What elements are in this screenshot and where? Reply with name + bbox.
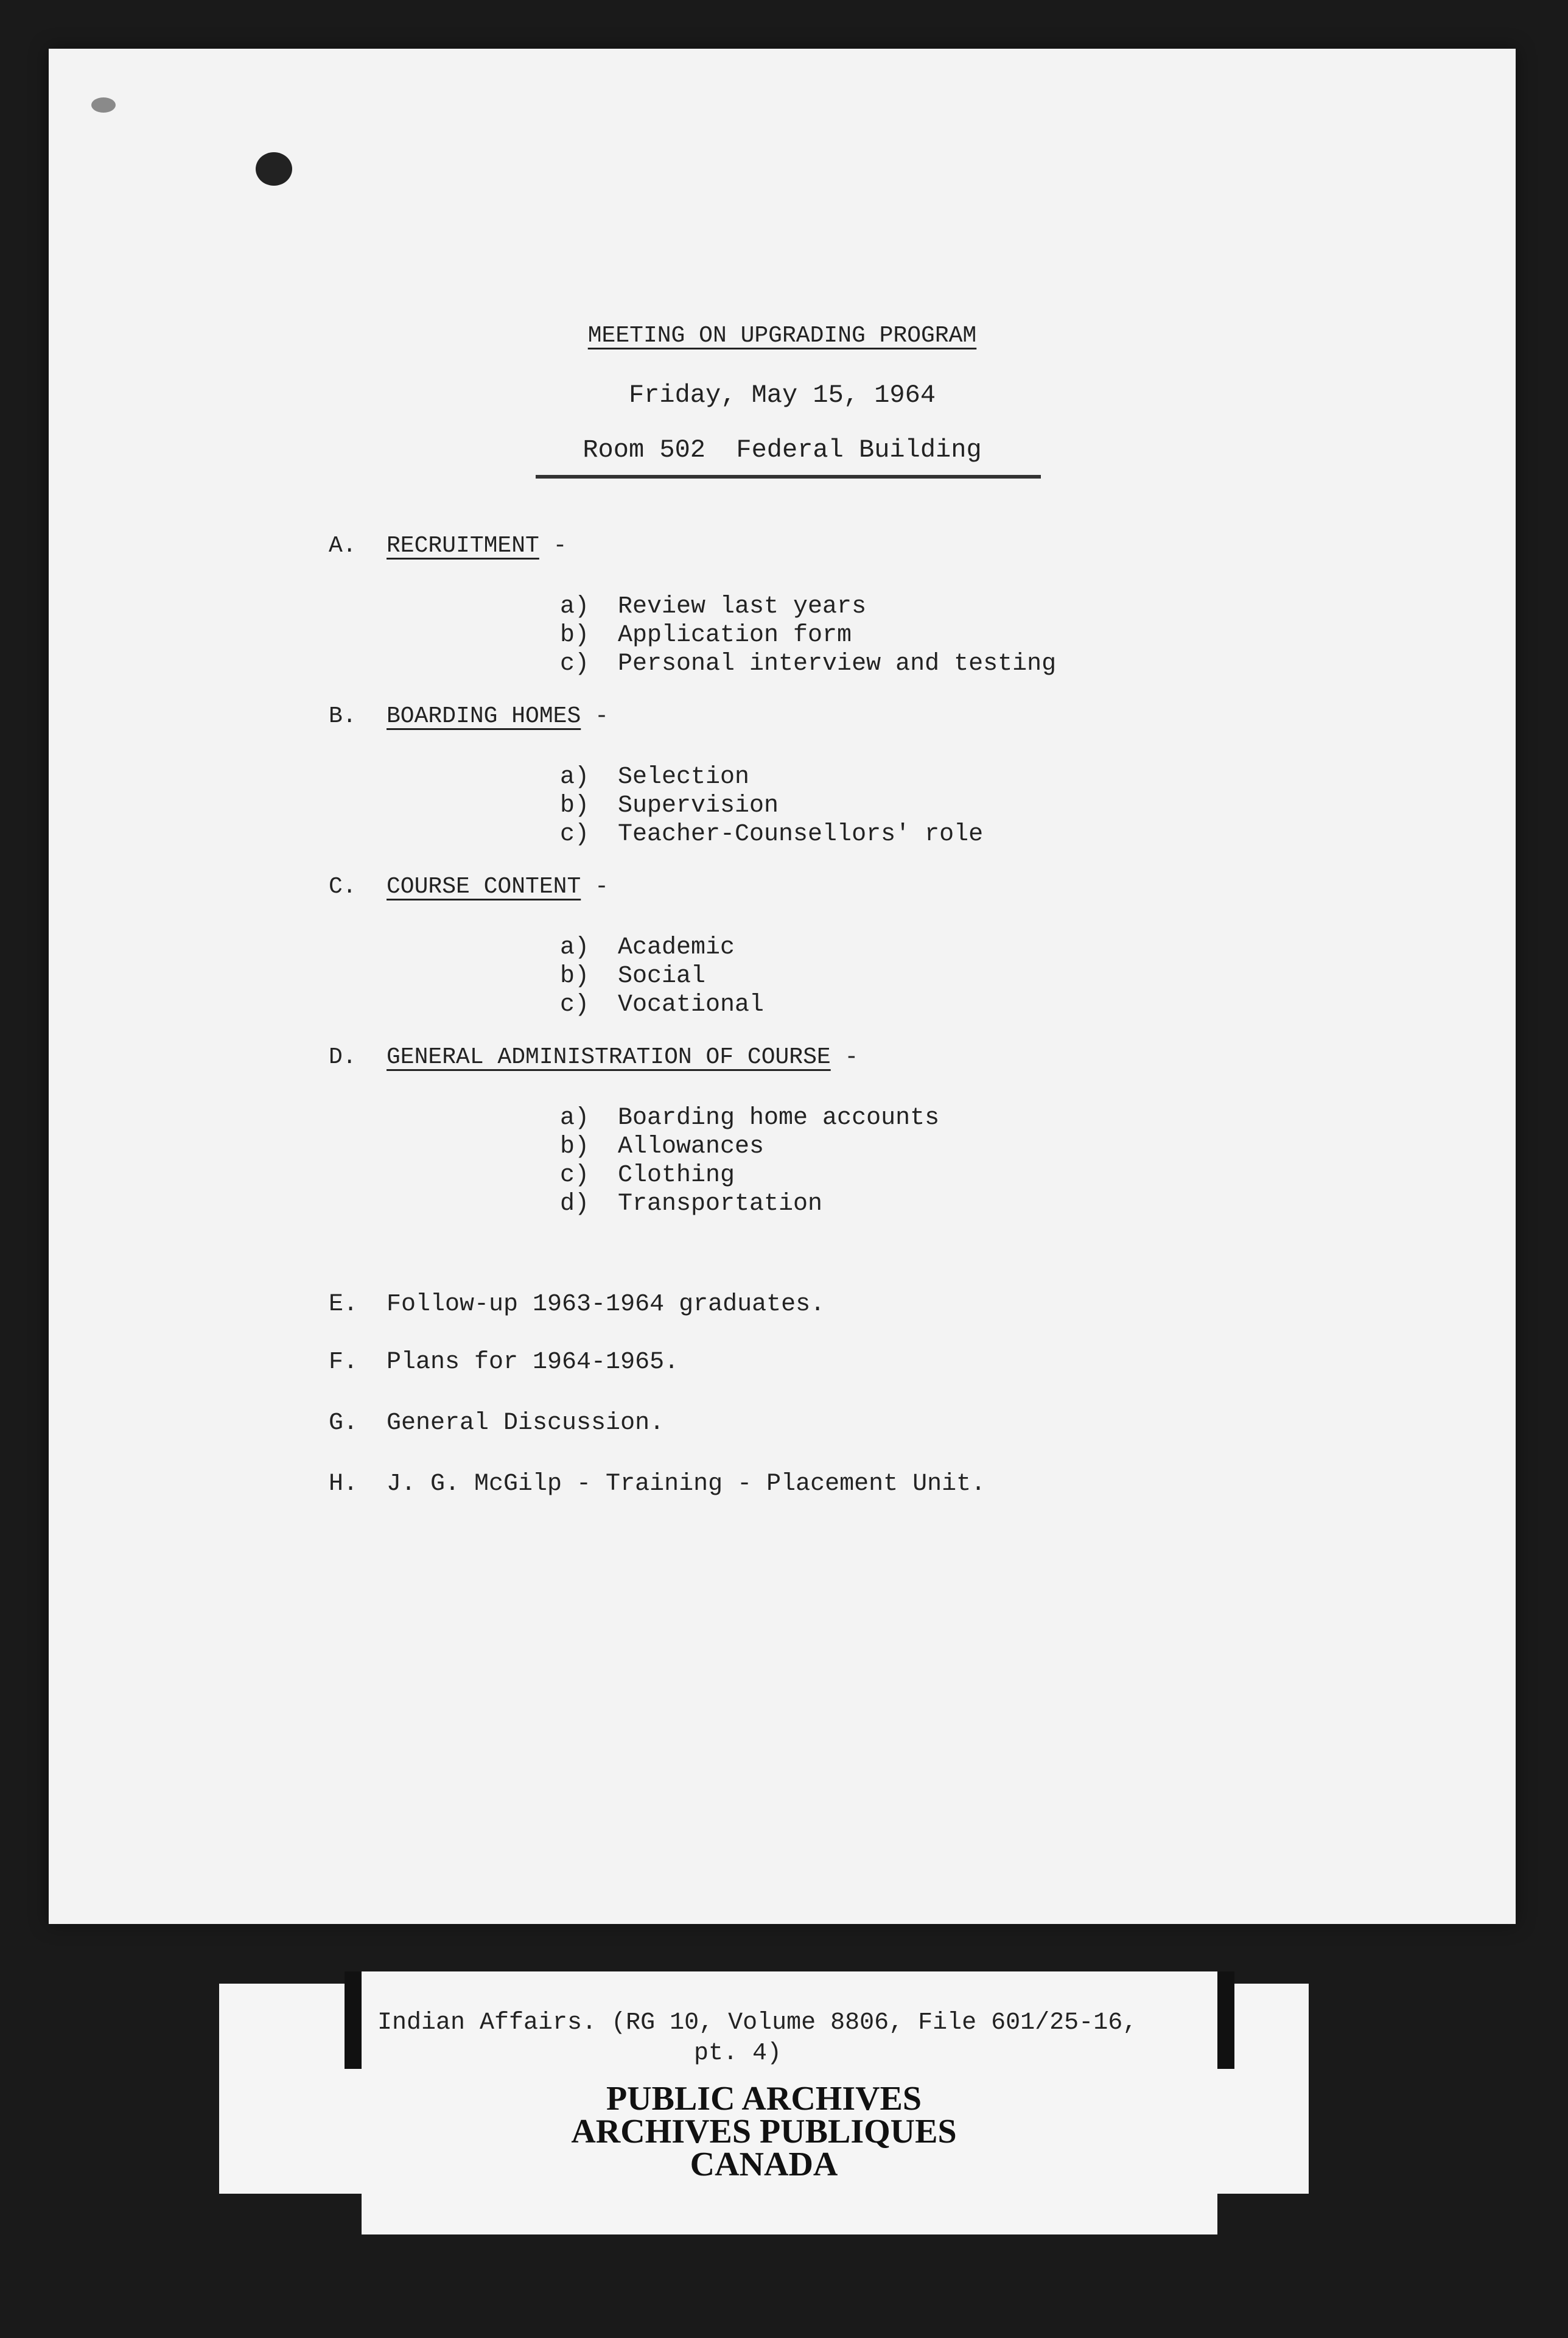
item-text: Boarding home accounts	[618, 1104, 940, 1132]
stamp-line-1: PUBLIC ARCHIVES	[606, 2080, 922, 2118]
list-item	[560, 763, 983, 792]
item-letter: b)	[560, 963, 590, 990]
section-b-items	[560, 763, 983, 849]
item-text: Selection	[618, 764, 750, 791]
item-letter: d)	[560, 1190, 590, 1218]
section-heading: BOARDING HOMES	[387, 703, 581, 729]
item-text: Transportation	[618, 1190, 823, 1218]
section-text: Plans for 1964-1965.	[387, 1349, 679, 1376]
section-text: Follow-up 1963-1964 graduates.	[387, 1291, 825, 1318]
section-suffix: -	[581, 703, 609, 729]
list-item	[560, 933, 764, 962]
section-text: General Discussion.	[387, 1409, 665, 1437]
section-suffix: -	[539, 533, 567, 559]
item-letter: a)	[560, 1104, 590, 1132]
archives-stamp	[219, 2082, 1309, 2181]
section-a	[329, 533, 567, 559]
item-letter: b)	[560, 1133, 590, 1160]
item-letter: a)	[560, 764, 590, 791]
list-item	[560, 962, 764, 991]
list-item	[560, 1104, 939, 1132]
document-title: MEETING ON UPGRADING PROGRAM	[587, 323, 977, 349]
item-text: Allowances	[618, 1133, 765, 1160]
section-b	[329, 703, 609, 729]
item-text: Academic	[618, 934, 735, 961]
item-letter: b)	[560, 622, 590, 649]
section-a-items	[560, 592, 1056, 678]
item-letter: c)	[560, 1162, 590, 1189]
list-item	[560, 991, 764, 1019]
document-date: Friday, May 15, 1964	[628, 381, 936, 410]
item-letter: a)	[560, 934, 590, 961]
section-g	[329, 1409, 664, 1437]
section-letter: D.	[329, 1044, 357, 1070]
document-page	[49, 49, 1516, 1924]
item-text: Clothing	[618, 1162, 735, 1189]
reference-line-2: pt. 4)	[694, 2040, 782, 2067]
section-letter: F.	[329, 1349, 359, 1376]
section-letter: G.	[329, 1409, 359, 1437]
document-location: Room 502 Federal Building	[583, 435, 982, 465]
item-letter: c)	[560, 650, 590, 678]
section-letter: H.	[329, 1470, 359, 1498]
stamp-line-3: CANADA	[690, 2146, 838, 2183]
item-text: Review last years	[618, 593, 867, 620]
section-letter: E.	[329, 1291, 359, 1318]
item-text: Vocational	[618, 991, 765, 1019]
stamp-line-2: ARCHIVES PUBLIQUES	[571, 2113, 957, 2150]
ink-spot	[256, 152, 292, 186]
section-letter: B.	[329, 703, 357, 729]
item-letter: b)	[560, 792, 590, 820]
list-item	[560, 792, 983, 820]
label-tab-left	[345, 1971, 362, 2069]
section-h	[329, 1470, 985, 1498]
list-item	[560, 1132, 939, 1161]
section-text: J. G. McGilp - Training - Placement Unit.	[387, 1470, 986, 1498]
section-d-items	[560, 1104, 939, 1218]
list-item	[560, 621, 1056, 650]
archive-label-bottom	[362, 2192, 1217, 2234]
reference-line-1: Indian Affairs. (RG 10, Volume 8806, File 601/25-16,	[377, 2009, 1138, 2037]
section-c	[329, 874, 609, 900]
archive-reference	[377, 2008, 1230, 2069]
section-heading: GENERAL ADMINISTRATION OF COURSE	[387, 1044, 831, 1070]
item-letter: a)	[560, 593, 590, 620]
section-suffix: -	[830, 1044, 859, 1070]
item-text: Personal interview and testing	[618, 650, 1057, 678]
section-suffix: -	[581, 874, 609, 900]
section-f	[329, 1349, 679, 1376]
section-letter: A.	[329, 533, 357, 559]
section-e	[329, 1291, 825, 1318]
item-letter: c)	[560, 991, 590, 1019]
list-item	[560, 1190, 939, 1218]
section-letter: C.	[329, 874, 357, 900]
section-heading: COURSE CONTENT	[387, 874, 581, 900]
list-item	[560, 820, 983, 849]
item-text: Supervision	[618, 792, 779, 820]
item-text: Application form	[618, 622, 852, 649]
list-item	[560, 592, 1056, 621]
item-letter: c)	[560, 821, 590, 848]
section-d	[329, 1044, 858, 1070]
section-c-items	[560, 933, 764, 1019]
header-rule	[536, 475, 1041, 479]
section-heading: RECRUITMENT	[387, 533, 539, 559]
item-text: Teacher-Counsellors' role	[618, 821, 984, 848]
list-item	[560, 1161, 939, 1190]
archive-label-top	[362, 1971, 1217, 1986]
item-text: Social	[618, 963, 706, 990]
ink-smudge	[91, 97, 116, 113]
list-item	[560, 650, 1056, 678]
